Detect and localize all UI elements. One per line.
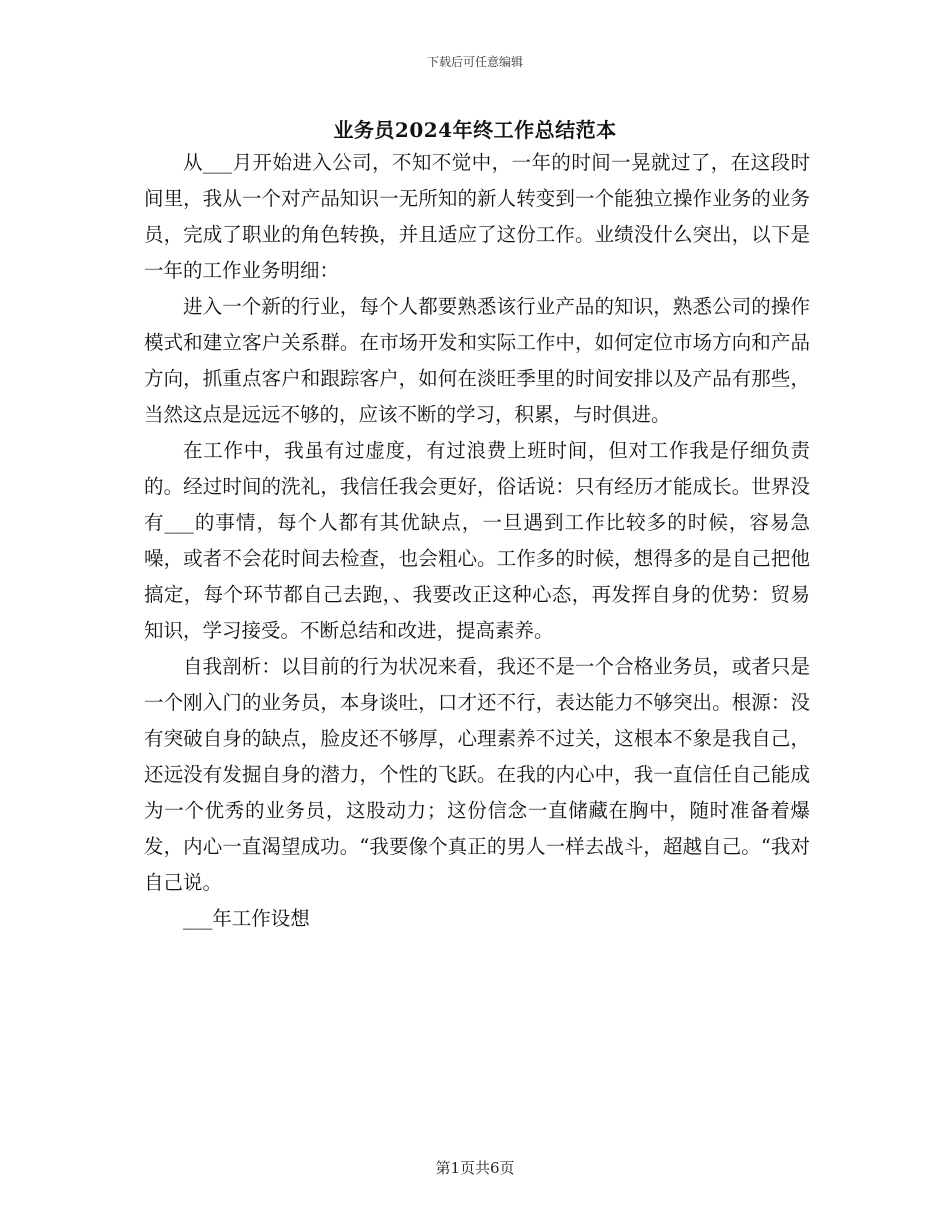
document-title: 业务员2024年终工作总结范本 [333,118,617,142]
page-footer-page-number: 第1页共6页 [435,1159,515,1177]
paragraph-self-analysis: 自我剖析：以目前的行为状况来看，我还不是一个合格业务员，或者只是一个刚入门的业务员，本身谈吐，口才还不行，表达能力不够突出。根源：没有突破自身的缺点，脸皮还不够厚，心理素养不过关，这根本不象是我自己，还远没有发掘自身的潜力，个性的飞跃。在我的内心中，我一直信任自己能成为一个优秀的业务员，这股动力；这份信念一直储藏在胸中，随时准备着爆发，内心一直渴望成功。“我要像个真正的男人一样去战斗，超越自己。“我对自己说。 [144,655,810,894]
paragraph-industry-knowledge: 进入一个新的行业，每个人都要熟悉该行业产品的知识，熟悉公司的操作模式和建立客户关系群。在市场开发和实际工作中，如何定位市场方向和产品方向，抓重点客户和跟踪客户，如何在淡旺季里的时间安排以及产品有那些，当然这点是远远不够的，应该不断的学习，积累，与时俱进。 [144,295,810,426]
paragraph-next-year-plan: ___年工作设想 [183,907,310,930]
paragraph-intro: 从___月开始进入公司，不知不觉中，一年的时间一晃就过了，在这段时间里，我从一个对产品知识一无所知的新人转变到一个能独立操作业务的业务员，完成了职业的角色转换，并且适应了这份工作。业绩没什么突出，以下是一年的工作业务明细： [144,151,810,282]
page-header-note: 下载后可任意编辑 [426,55,523,69]
document-body [144,145,810,937]
paragraph-work-attitude: 在工作中，我虽有过虚度，有过浪费上班时间，但对工作我是仔细负责的。经过时间的洗礼，我信任我会更好，俗话说：只有经历才能成长。世界没有___的事情，每个人都有其优缺点，一旦遇到工作比较多的时候，容易急噪，或者不会花时间去检查，也会粗心。工作多的时候，想得多的是自己把他搞定，每个环节都自己去跑，、我要改正这种心态，再发挥自身的优势：贸易知识，学习接受。不断总结和改进，提高素养。 [144,439,810,642]
